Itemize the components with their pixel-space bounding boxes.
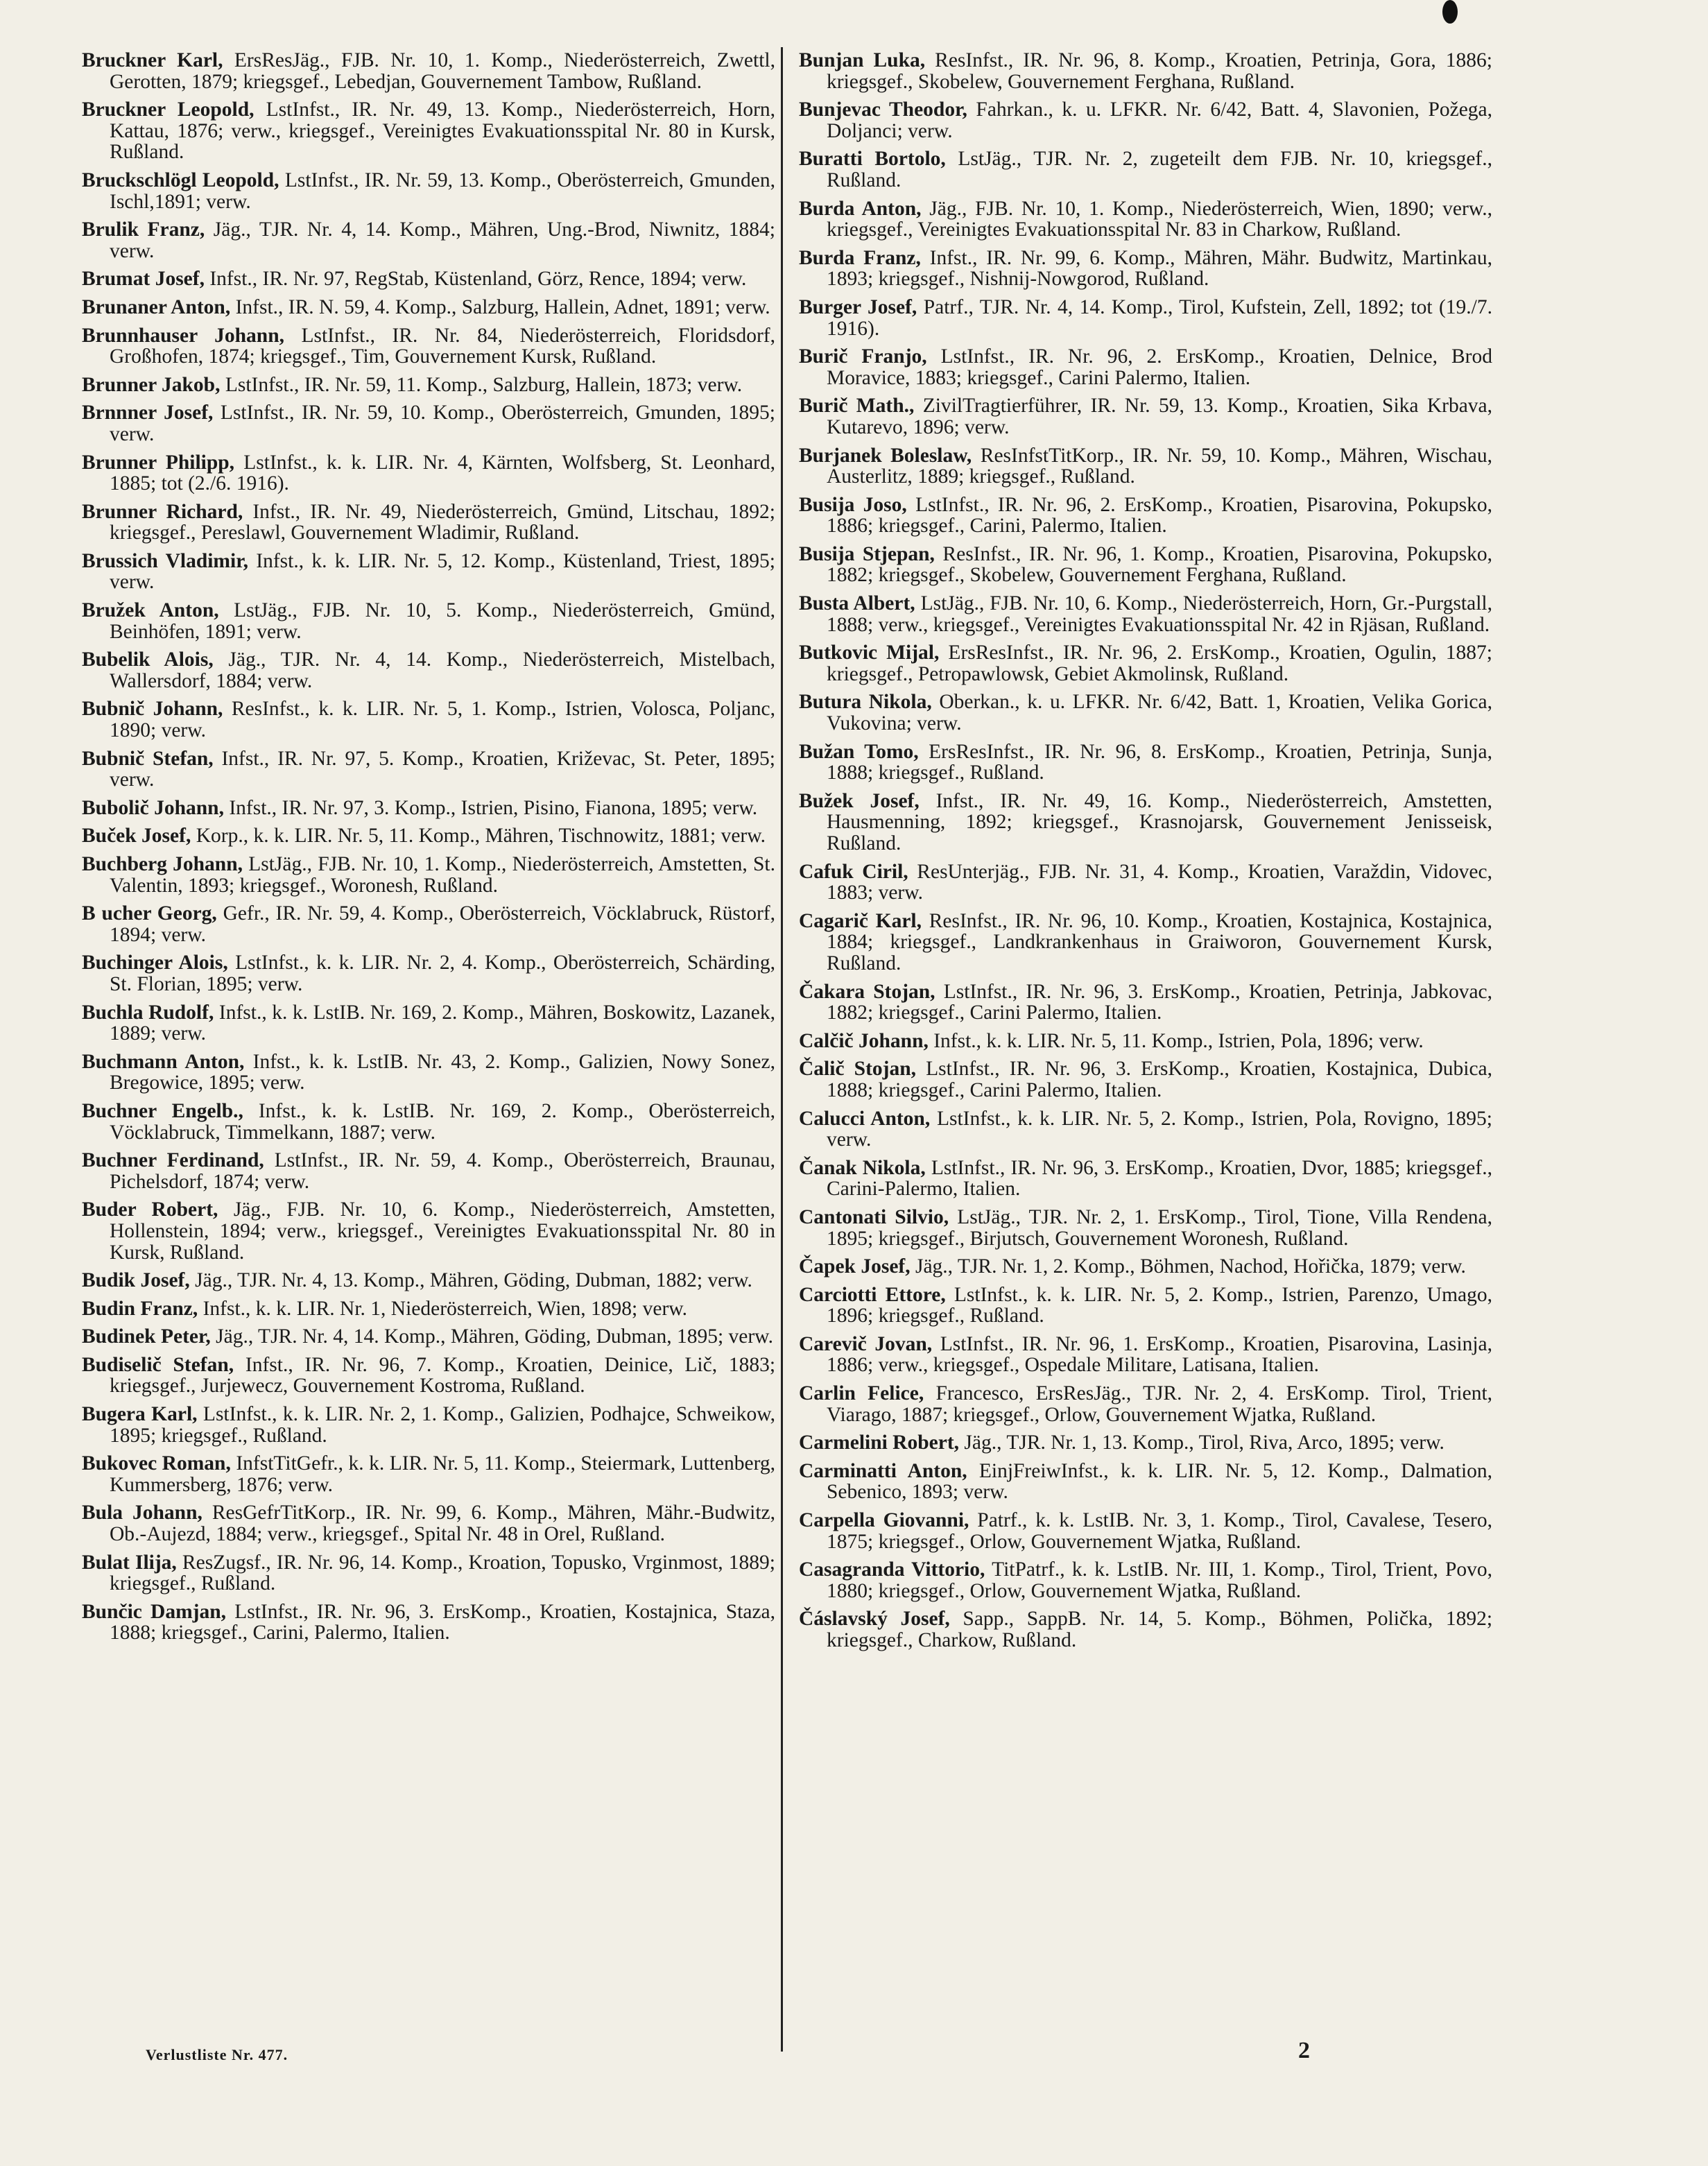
casualty-entry [82,825,775,847]
casualty-entry [799,50,1492,92]
entry-details: Infst., IR. Nr. 49, 16. Komp., Niederösterreich, Amstetten, Hausmenning, 1892; kriegsgef., Krasnojarsk, Gouvernement Jenisseisk, Rußland. [827,789,1493,854]
casualty-entry [799,544,1492,586]
entry-details: ResInfst., IR. Nr. 96, 10. Komp., Kroatien, Kostajnica, Kostajnica, 1884; kriegsgef., Landkrankenhaus in Graiworon, Gouvernement Kursk, Rußland. [827,909,1492,974]
casualty-entry [82,1002,775,1045]
entry-name: Burič Math., [799,395,915,418]
entry-details: LstInfst., IR. Nr. 96, 3. ErsKomp., Kroatien, Petrinja, Jabkovac, 1882; kriegsgef., Carini Palermo, Italien. [827,980,1493,1024]
entry-name: Brussich Vladimir, [82,549,248,572]
entry-name: Bunčic Damjan, [82,1600,227,1623]
casualty-entry [799,1284,1492,1327]
entry-name: Bruckner Karl, [82,49,223,71]
entry-name: Čanak Nikola, [799,1156,926,1179]
casualty-entry [82,551,775,593]
entry-name: Bugera Karl, [82,1403,198,1426]
entry-details: ResInfst., IR. Nr. 96, 8. Komp., Kroatien, Petrinja, Gora, 1886; kriegsgef., Skobelew, Gouvernement Ferghana, Rußland. [827,49,1493,93]
casualty-entry [82,219,775,261]
entry-name: Brunner Jakob, [82,373,221,396]
casualty-entry [82,297,775,318]
entry-details: ZivilTragtierführer, IR. Nr. 59, 13. Komp., Kroatien, Sika Krbava, Kutarevo, 1896; verw. [827,395,1493,438]
casualty-entry [82,1552,775,1595]
entry-name: Casagranda Vittorio, [799,1558,985,1581]
entry-details: ErsResInfst., IR. Nr. 96, 8. ErsKomp., Kroatien, Petrinja, Sunja, 1888; kriegsgef., Rußland. [827,740,1492,784]
entry-name: Buchla Rudolf, [82,1001,214,1024]
casualty-entry [82,99,775,163]
casualty-entry [82,649,775,691]
casualty-entry [82,501,775,544]
casualty-entry [799,99,1492,141]
casualty-entry [799,642,1492,685]
entry-name: Buratti Bortolo, [799,148,946,171]
casualty-entry [82,50,775,92]
casualty-entry [799,593,1492,635]
entry-name: Burger Josef, [799,295,917,318]
casualty-entry [799,297,1492,339]
entry-details: Sapp., SappB. Nr. 14, 5. Komp., Böhmen, Polička, 1892; kriegsgef., Charkow, Rußland. [827,1608,1493,1651]
casualty-entry [82,798,775,819]
page-number: 2 [1298,2038,1310,2063]
entry-name: Brumat Josef, [82,268,205,291]
entry-name: Cantonati Silvio, [799,1205,949,1228]
entry-name: Buchberg Johann, [82,853,243,875]
casualty-entry [799,1207,1492,1249]
entry-details: Jäg., FJB. Nr. 10, 1. Komp., Niederösterreich, Wien, 1890; verw., kriegsgef., Vereinigtes Evakuationsspital Nr. 83 in Charkow, Rußland. [827,197,1492,241]
entry-name: Burda Franz, [799,246,921,269]
casualty-entry [799,1108,1492,1151]
entry-name: Burda Anton, [799,197,922,220]
entry-details: ResInfstTitKorp., IR. Nr. 59, 10. Komp., Mähren, Wischau, Austerlitz, 1889; kriegsgef., Rußland. [827,444,1492,488]
entry-details: Jäg., FJB. Nr. 10, 6. Komp., Niederösterreich, Amstetten, Hollenstein, 1894; verw., kriegsgef., Vereinigtes Evakuationsspital Nr. 80 in Kursk, Rußland. [110,1198,776,1264]
entry-name: Carlin Felice, [799,1382,924,1405]
entry-details: Francesco, ErsResJäg., TJR. Nr. 2, 4. ErsKomp. Tirol, Trient, Viarago, 1887; kriegsgef., Orlow, Gouvernement Wjatka, Rußland. [827,1382,1493,1426]
entry-name: Buchmann Anton, [82,1050,245,1073]
entry-name: Buček Josef, [82,825,191,848]
casualty-entry [82,1150,775,1192]
entry-details: Infst., IR. N. 59, 4. Komp., Salzburg, Hallein, Adnet, 1891; verw. [235,295,770,318]
entry-details: Infst., k. k. LstIB. Nr. 43, 2. Komp., Galizien, Nowy Sonez, Bregowice, 1895; verw. [110,1050,775,1094]
entry-name: Cagarič Karl, [799,909,922,932]
entry-name: Bubolič Johann, [82,796,224,819]
casualty-entry [82,698,775,741]
casualty-entry [799,445,1492,488]
entry-details: LstJäg., FJB. Nr. 10, 1. Komp., Niederösterreich, Amstetten, St. Valentin, 1893; kriegsgef., Woronesh, Rußland. [110,853,776,897]
entry-details: Infst., IR. Nr. 97, 5. Komp., Kroatien, Križevac, St. Peter, 1895; verw. [110,747,775,791]
casualty-entry [799,1256,1492,1278]
entry-name: Buder Robert, [82,1198,218,1221]
entry-details: LstInfst., IR. Nr. 96, 2. ErsKomp., Kroatien, Delnice, Brod Moravice, 1883; kriegsgef., Carini Palermo, Italien. [827,345,1492,389]
entry-details: LstJäg., FJB. Nr. 10, 5. Komp., Niederösterreich, Gmünd, Beinhöfen, 1891; verw. [110,599,775,643]
casualty-entry [799,495,1492,537]
entry-name: Čakara Stojan, [799,980,935,1003]
entry-details: Infst., k. k. LIR. Nr. 5, 12. Komp., Küstenland, Triest, 1895; verw. [110,549,775,594]
entry-name: Bunjan Luka, [799,49,926,71]
casualty-entry [799,1383,1492,1425]
casualty-entry [799,791,1492,854]
casualty-entry [82,952,775,995]
casualty-entry [82,1601,775,1644]
entry-name: Brunner Philipp, [82,451,235,474]
entry-details: Infst., IR. Nr. 96, 7. Komp., Kroatien, Deinice, Lič, 1883; kriegsgef., Jurjewecz, Gouvernement Kostroma, Rußland. [110,1353,776,1398]
entry-details: LstInfst., k. k. LIR. Nr. 5, 2. Komp., Istrien, Parenzo, Umago, 1896; kriegsgef., Rußland. [827,1283,1492,1327]
casualty-entry [82,1355,775,1397]
entry-name: Calucci Anton, [799,1107,931,1130]
entry-details: LstInfst., IR. Nr. 59, 13. Komp., Oberösterreich, Gmunden, Ischl,1891; verw. [110,169,776,213]
entry-details: Jäg., TJR. Nr. 4, 14. Komp., Niederösterreich, Mistelbach, Wallersdorf, 1884; verw. [110,648,776,692]
entry-details: Korp., k. k. LIR. Nr. 5, 11. Komp., Mähren, Tischnowitz, 1881; verw. [196,825,766,848]
casualty-entry [799,1432,1492,1454]
entry-name: Bubnič Johann, [82,698,223,721]
casualty-entry [799,1031,1492,1052]
entry-details: LstJäg., FJB. Nr. 10, 6. Komp., Niederösterreich, Horn, Gr.-Purgstall, 1888; verw., kriegsgef., Vereinigtes Evakuationsspital Nr. 42 in Rjäsan, Rußland. [827,592,1492,636]
entry-details: LstInfst., IR. Nr. 96, 2. ErsKomp., Kroatien, Pisarovina, Pokupsko, 1886; kriegsgef., Carini, Palermo, Italien. [827,493,1492,538]
entry-name: Bukovec Roman, [82,1452,231,1475]
casualty-entry [799,198,1492,241]
casualty-entry [82,268,775,290]
casualty-entry [82,1101,775,1143]
entry-details: ErsResInfst., IR. Nr. 96, 2. ErsKomp., Kroatien, Ogulin, 1887; kriegsgef., Petropawlowsk, Gebiet Akmolinsk, Rußland. [827,642,1492,685]
casualty-entry [799,1559,1492,1601]
casualty-entry [799,1461,1492,1503]
entry-name: Brunner Richard, [82,500,243,523]
entry-details: LstInfst., IR. Nr. 49, 13. Komp., Niederösterreich, Horn, Kattau, 1876; verw., kriegsgef., Vereinigtes Evakuationsspital Nr. 80 in Kursk, Rußland. [110,98,776,164]
entry-details: Oberkan., k. u. LFKR. Nr. 6/42, Batt. 1, Kroatien, Velika Gorica, Vukovina; verw. [827,691,1492,735]
entry-details: ErsResJäg., FJB. Nr. 10, 1. Komp., Niederösterreich, Zwettl, Gerotten, 1879; kriegsgef., Lebedjan, Gouvernement Tambow, Rußland. [110,49,775,93]
entry-name: Bubelik Alois, [82,648,214,671]
entry-name: Budin Franz, [82,1297,198,1320]
casualty-entry [82,1326,775,1348]
entry-details: ResZugsf., IR. Nr. 96, 14. Komp., Kroation, Topusko, Vrginmost, 1889; kriegsgef., Rußland. [110,1551,775,1595]
entry-details: TitPatrf., k. k. LstIB. Nr. III, 1. Komp., Tirol, Trient, Povo, 1880; kriegsgef., Orlow, Gouvernement Wjatka, Rußland. [827,1558,1493,1602]
entry-details: Jäg., TJR. Nr. 1, 2. Komp., Böhmen, Nachod, Hořička, 1879; verw. [915,1255,1466,1278]
entry-details: LstJäg., TJR. Nr. 2, 1. ErsKomp., Tirol, Tione, Villa Rendena, 1895; kriegsgef., Birjutsch, Gouvernement Woronesh, Rußland. [827,1205,1493,1250]
casualty-entry [799,981,1492,1024]
entry-name: Bruckner Leopold, [82,98,255,121]
entry-name: Čáslavský Josef, [799,1608,950,1631]
entry-name: Bulat Ilija, [82,1551,177,1574]
entry-name: Bula Johann, [82,1502,202,1524]
casualty-entry [82,1404,775,1446]
casualty-entry [82,1199,775,1263]
entry-name: Butura Nikola, [799,691,932,714]
casualty-entry [82,748,775,791]
entry-name: Bunjevac Theodor, [799,98,967,121]
entry-details: ResUnterjäg., FJB. Nr. 31, 4. Komp., Kroatien, Varaždin, Vidovec, 1883; verw. [827,860,1492,904]
entry-name: Brnnner Josef, [82,402,214,424]
entry-details: Jäg., TJR. Nr. 4, 14. Komp., Mähren, Göding, Dubman, 1895; verw. [216,1325,773,1348]
entry-name: Burič Franjo, [799,345,927,368]
casualty-entry [82,1502,775,1545]
entry-details: ResGefrTitKorp., IR. Nr. 99, 6. Komp., Mähren, Mähr.-Budwitz, Ob.-Aujezd, 1884; verw., kriegsgef., Spital Nr. 48 in Orel, Rußland. [110,1502,776,1546]
entry-name: Busija Stjepan, [799,542,935,565]
list-number-label: Verlustliste Nr. 477. [146,2046,288,2063]
entry-details: Infst., k. k. LstIB. Nr. 169, 2. Komp., Oberösterreich, Vöcklabruck, Timmelkann, 1887; verw. [110,1099,775,1144]
column-divider [781,47,783,2052]
casualty-entry [799,148,1492,191]
entry-name: Calčič Johann, [799,1029,929,1052]
casualty-entry [82,325,775,368]
entry-name: Bruckschlögl Leopold, [82,169,279,191]
casualty-entry [799,346,1492,388]
entry-details: LstInfst., IR. Nr. 96, 3. ErsKomp., Kroatien, Kostajnica, Staza, 1888; kriegsgef., Carini, Palermo, Italien. [110,1600,776,1644]
entry-name: Bužan Tomo, [799,740,919,763]
entry-details: LstInfst., k. k. LIR. Nr. 2, 4. Komp., Oberösterreich, Schärding, St. Florian, 1895; verw. [110,952,775,995]
entry-details: LstInfst., k. k. LIR. Nr. 2, 1. Komp., Galizien, Podhajce, Schweikow, 1895; kriegsgef., Rußland. [110,1403,776,1447]
casualty-entry [799,1334,1492,1376]
entry-details: LstInfst., k. k. LIR. Nr. 5, 2. Komp., Istrien, Pola, Rovigno, 1895; verw. [827,1107,1493,1151]
entry-name: Cafuk Ciril, [799,860,908,883]
left-column [82,50,775,1651]
entry-name: Buchinger Alois, [82,952,228,974]
entry-name: Brunnhauser Johann, [82,324,284,347]
entry-name: Butkovic Mijal, [799,642,940,664]
casualty-entry [799,395,1492,438]
entry-details: Infst., IR. Nr. 97, RegStab, Küstenland, Görz, Rence, 1894; verw. [209,268,747,291]
entry-details: LstJäg., TJR. Nr. 2, zugeteilt dem FJB. Nr. 10, kriegsgef., Rußland. [827,148,1493,191]
entry-name: Carevič Jovan, [799,1332,933,1355]
entry-name: Bužek Josef, [799,789,920,812]
casualty-entry [799,911,1492,974]
casualty-entry [82,402,775,445]
entry-details: ResInfst., k. k. LIR. Nr. 5, 1. Komp., Istrien, Volosca, Poljanc, 1890; verw. [110,698,776,742]
entry-details: Infst., k. k. LIR. Nr. 5, 11. Komp., Istrien, Pola, 1896; verw. [933,1029,1424,1052]
casualty-entry [82,1270,775,1291]
entry-name: Burjanek Boleslaw, [799,444,972,467]
entry-name: Budinek Peter, [82,1325,211,1348]
entry-details: LstInfst., IR. Nr. 59, 10. Komp., Oberösterreich, Gmunden, 1895; verw. [110,402,775,445]
entry-name: Čapek Josef, [799,1255,911,1278]
entry-name: Budik Josef, [82,1269,190,1292]
scan-edge-mark [1442,0,1458,24]
entry-details: LstInfst., IR. Nr. 59, 11. Komp., Salzburg, Hallein, 1873; verw. [225,373,743,396]
entry-details: LstInfst., IR. Nr. 96, 3. ErsKomp., Kroatien, Kostajnica, Dubica, 1888; kriegsgef., Carini Palermo, Italien. [827,1058,1493,1101]
entry-details: Gefr., IR. Nr. 59, 4. Komp., Oberösterreich, Vöcklabruck, Rüstorf, 1894; verw. [110,902,776,946]
casualty-entry [82,1298,775,1320]
casualty-entry [799,861,1492,904]
entry-details: InfstTitGefr., k. k. LIR. Nr. 5, 11. Komp., Steiermark, Luttenberg, Kummersberg, 1876; verw. [110,1452,776,1496]
entry-name: B ucher Georg, [82,902,217,925]
casualty-entry [799,1158,1492,1200]
entry-details: LstInfst., IR. Nr. 96, 3. ErsKomp., Kroatien, Dvor, 1885; kriegsgef., Carini-Palermo, Italien. [827,1156,1492,1201]
casualty-entry [82,1453,775,1495]
casualty-entry [799,1608,1492,1651]
entry-name: Brulik Franz, [82,218,205,241]
entry-name: Carminatti Anton, [799,1459,967,1482]
entry-details: Infst., IR. Nr. 97, 3. Komp., Istrien, Pisino, Fianona, 1895; verw. [229,796,758,819]
entry-details: LstInfst., k. k. LIR. Nr. 4, Kärnten, Wolfsberg, St. Leonhard, 1885; tot (2./6. 1916). [110,451,775,495]
entry-name: Buchner Ferdinand, [82,1149,264,1172]
entry-details: Patrf., k. k. LstIB. Nr. 3, 1. Komp., Tirol, Cavalese, Tesero, 1875; kriegsgef., Orlow, Gouvernement Wjatka, Rußland. [827,1509,1492,1553]
entry-details: Jäg., TJR. Nr. 4, 14. Komp., Mähren, Ung.-Brod, Niwnitz, 1884; verw. [110,218,776,262]
entry-name: Budiselič Stefan, [82,1353,234,1376]
entry-name: Busija Joso, [799,493,907,516]
entry-name: Carpella Giovanni, [799,1509,969,1532]
entry-details: LstInfst., IR. Nr. 59, 4. Komp., Oberösterreich, Braunau, Pichelsdorf, 1874; verw. [110,1149,776,1193]
entry-name: Bubnič Stefan, [82,747,214,770]
entry-details: Infst., IR. Nr. 49, Niederösterreich, Gmünd, Litschau, 1892; kriegsgef., Pereslawl, Gouvernement Wladimir, Rußland. [110,500,776,544]
entry-name: Carciotti Ettore, [799,1283,946,1306]
entry-details: Fahrkan., k. u. LFKR. Nr. 6/42, Batt. 4, Slavonien, Požega, Doljanci; verw. [827,98,1493,142]
entry-details: ResInfst., IR. Nr. 96, 1. Komp., Kroatien, Pisarovina, Pokupsko, 1882; kriegsgef., Skobelew, Gouvernement Ferghana, Rußland. [827,542,1492,587]
entry-details: EinjFreiwInfst., k. k. LIR. Nr. 5, 12. Komp., Dalmation, Sebenico, 1893; verw. [827,1459,1493,1504]
entry-name: Brunaner Anton, [82,295,231,318]
casualty-entry [82,375,775,396]
casualty-entry [799,1510,1492,1552]
entry-name: Čalič Stojan, [799,1058,917,1081]
casualty-entry [799,1058,1492,1101]
entry-details: Jäg., TJR. Nr. 1, 13. Komp., Tirol, Riva, Arco, 1895; verw. [964,1432,1444,1454]
entry-details: Infst., k. k. LstIB. Nr. 169, 2. Komp., Mähren, Boskowitz, Lazanek, 1889; verw. [110,1001,776,1045]
casualty-entry [82,903,775,945]
right-column [799,50,1492,1658]
entry-name: Bružek Anton, [82,599,219,622]
entry-details: Infst., IR. Nr. 99, 6. Komp., Mähren, Mähr. Budwitz, Martinkau, 1893; kriegsgef., Nishnij-Nowgorod, Rußland. [827,246,1493,291]
entry-name: Carmelini Robert, [799,1432,960,1454]
casualty-entry [799,691,1492,734]
casualty-entry [799,248,1492,290]
entry-details: Patrf., TJR. Nr. 4, 14. Komp., Tirol, Kufstein, Zell, 1892; tot (19./7. 1916). [827,295,1493,340]
entry-name: Buchner Engelb., [82,1099,243,1122]
entry-details: Jäg., TJR. Nr. 4, 13. Komp., Mähren, Göding, Dubman, 1882; verw. [195,1269,752,1292]
casualty-entry [82,170,775,212]
casualty-entry [82,854,775,896]
entry-details: LstInfst., IR. Nr. 84, Niederösterreich, Floridsdorf, Großhofen, 1874; kriegsgef., Tim, Gouvernement Kursk, Rußland. [110,324,775,368]
entry-name: Busta Albert, [799,592,915,615]
entry-details: Infst., k. k. LIR. Nr. 1, Niederösterreich, Wien, 1898; verw. [202,1297,688,1320]
entry-details: LstInfst., IR. Nr. 96, 1. ErsKomp., Kroatien, Pisarovina, Lasinja, 1886; verw., kriegsgef., Ospedale Militare, Latisana, Italien. [827,1332,1493,1377]
casualty-entry [82,600,775,642]
casualty-entry [82,452,775,495]
casualty-entry [82,1051,775,1094]
casualty-entry [799,741,1492,784]
